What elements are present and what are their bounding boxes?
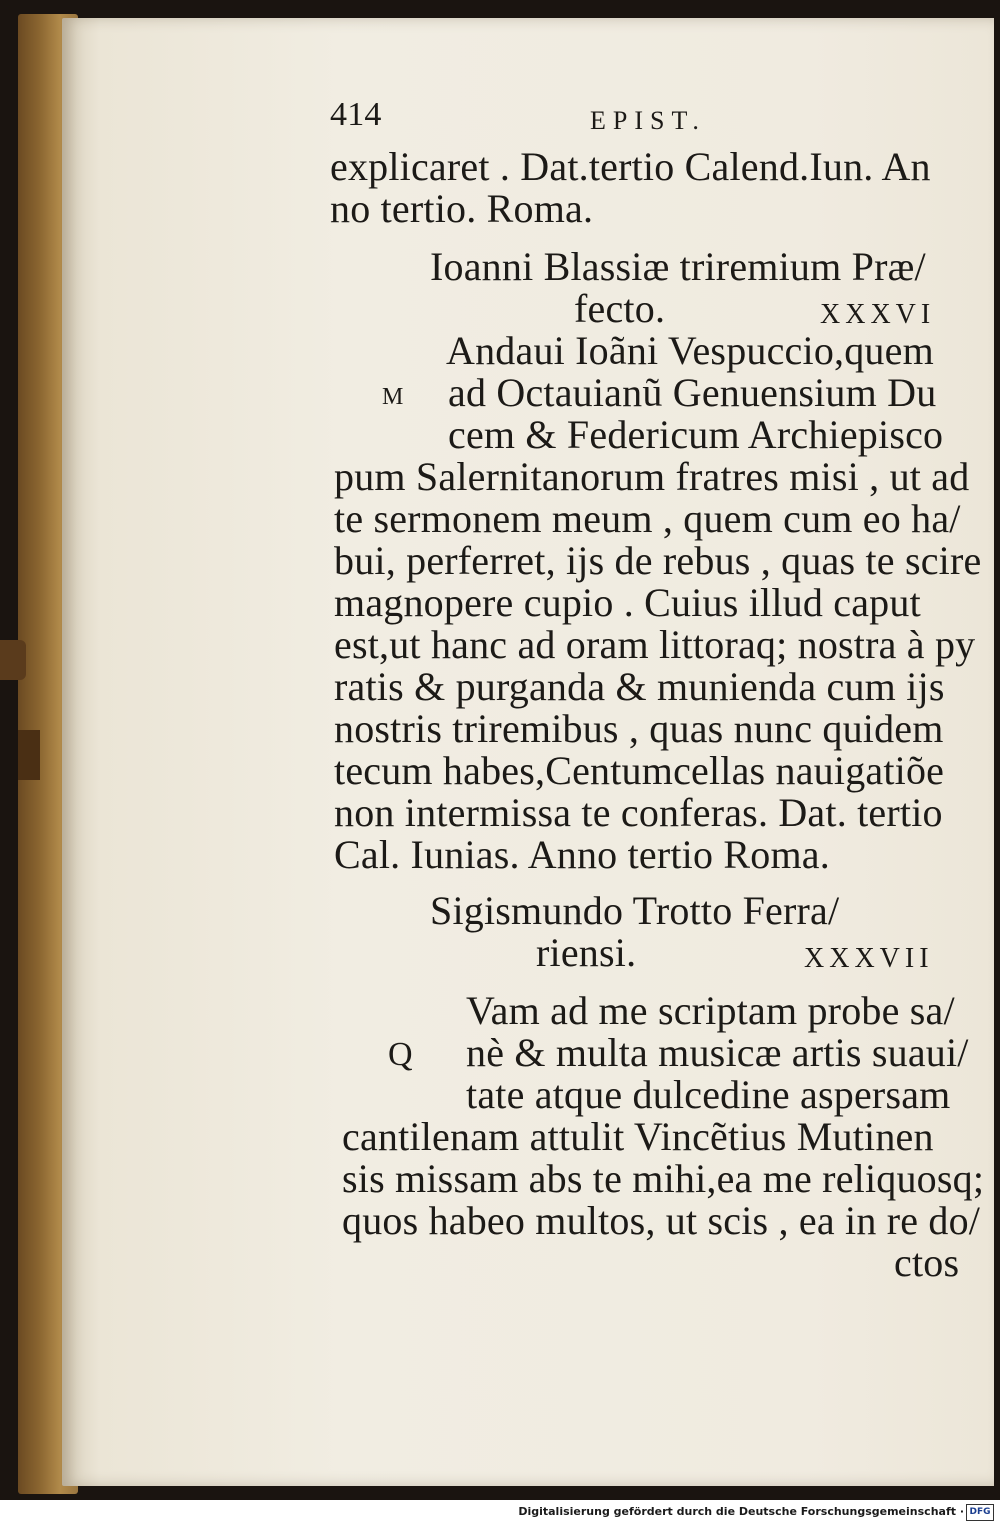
text-line: Andaui Ioãni Vespuccio,quem — [446, 328, 934, 373]
letter-number: XXXVI — [820, 299, 936, 330]
text-line: nostris triremibus , quas nunc quidem — [334, 706, 944, 751]
text-line: no tertio. Roma. — [330, 186, 594, 231]
text-line: te sermonem meum , quem cum eo ha/ — [334, 496, 961, 541]
text-line: cantilenam attulit Vincẽtius Mutinen — [342, 1114, 934, 1159]
dfg-logo-icon: DFG — [966, 1504, 994, 1521]
book-page — [62, 18, 994, 1486]
text-line: sis missam abs te mihi,ea me reliquosq; — [342, 1156, 985, 1201]
letter-heading: riensi. — [536, 930, 637, 975]
text-line: bui, perferret, ijs de rebus , quas te scire — [334, 538, 982, 583]
text-line: pum Salernitanorum fratres misi , ut ad — [334, 454, 970, 499]
letter-heading: Sigismundo Trotto Ferra/ — [430, 888, 840, 933]
text-line: tecum habes,Centumcellas nauigatiõe — [334, 748, 945, 793]
clasp-mark — [18, 730, 40, 780]
text-line: nè & multa musicæ artis suaui/ — [466, 1030, 969, 1075]
text-line: Cal. Iunias. Anno tertio Roma. — [334, 832, 830, 877]
clasp-mark — [0, 640, 26, 680]
running-head: EPIST. — [590, 106, 706, 135]
text-line: est,ut hanc ad oram littoraq; nostra à py — [334, 622, 976, 667]
funding-credit: Digitalisierung gefördert durch die Deutsche Forschungsgemeinschaft · — [518, 1505, 964, 1518]
text-line: quos habeo multos, ut scis , ea in re do/ — [342, 1198, 981, 1243]
text-line: non intermissa te conferas. Dat. tertio — [334, 790, 943, 835]
text-line: ratis & purganda & munienda cum ijs — [334, 664, 945, 709]
text-line: ad Octauianũ Genuensium Du — [448, 370, 937, 415]
catchword: ctos — [894, 1240, 960, 1285]
text-line: tate atque dulcedine aspersam — [466, 1072, 951, 1117]
letter-heading: fecto. — [574, 286, 666, 331]
text-line: cem & Federicum Archiepisco — [448, 412, 944, 457]
text-line: explicaret . Dat.tertio Calend.Iun. An — [330, 144, 931, 189]
letter-number: XXXVII — [804, 943, 934, 974]
initial-letter: Q — [388, 1036, 413, 1073]
page-number: 414 — [330, 96, 382, 133]
text-line: magnopere cupio . Cuius illud caput — [334, 580, 921, 625]
text-line: Vam ad me scriptam probe sa/ — [466, 988, 955, 1033]
footer-bar — [0, 1500, 1000, 1524]
initial-letter: M — [382, 384, 404, 410]
letter-heading: Ioanni Blassiæ triremium Præ/ — [430, 244, 926, 289]
